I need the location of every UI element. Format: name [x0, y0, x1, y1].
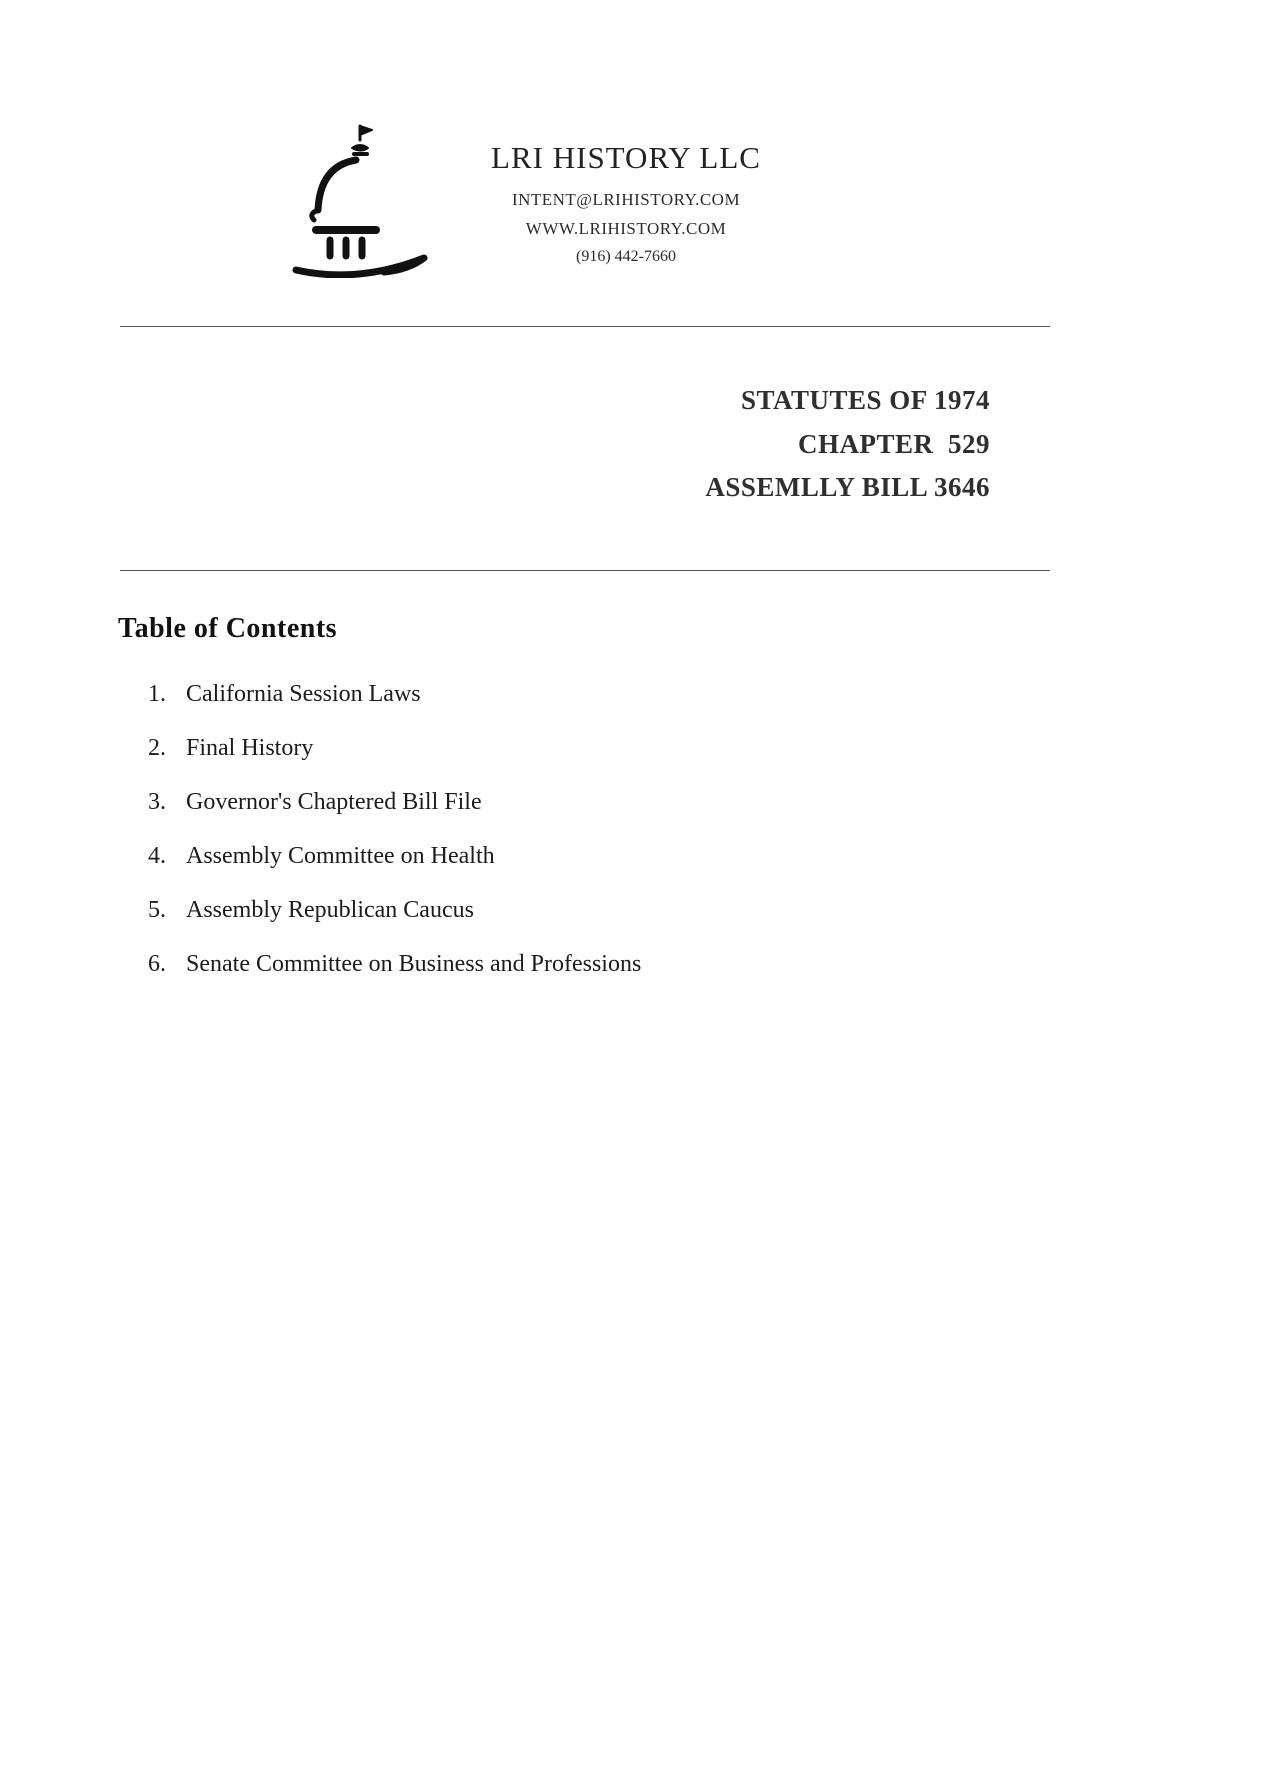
toc-item	[118, 895, 1276, 925]
toc-item-number: 5.	[148, 897, 166, 924]
toc-item-label: Governor's Chaptered Bill File	[186, 789, 482, 816]
toc-item	[118, 841, 1276, 871]
company-name: LRI HISTORY LLC	[491, 140, 761, 175]
toc-item-number: 1.	[148, 681, 166, 708]
capitol-dome-logo-icon	[288, 118, 438, 278]
toc-item-label: Final History	[186, 735, 314, 762]
letterhead-text	[476, 140, 776, 266]
statutes-line: STATUTES OF 1974	[740, 385, 990, 415]
toc-item-label: Assembly Committee on Health	[186, 843, 495, 870]
company-phone: (916) 442-7660	[576, 248, 676, 265]
toc-item-label: Assembly Republican Caucus	[186, 897, 474, 924]
toc-list	[118, 679, 1276, 979]
divider-bottom	[120, 570, 1050, 571]
toc-item	[118, 787, 1276, 817]
company-website: WWW.LRIHISTORY.COM	[525, 219, 727, 238]
toc-item	[118, 733, 1276, 763]
toc-item	[118, 949, 1276, 979]
bill-line: ASSEMLLY BILL 3646	[705, 472, 990, 503]
toc-item-number: 6.	[148, 951, 166, 978]
toc-item	[118, 679, 1276, 709]
table-of-contents	[118, 613, 1276, 979]
toc-item-number: 3.	[148, 789, 166, 816]
letterhead	[288, 118, 1276, 278]
company-email: INTENT@LRIHISTORY.COM	[511, 190, 741, 209]
toc-item-number: 2.	[148, 735, 166, 762]
toc-item-label: California Session Laws	[186, 681, 421, 708]
toc-heading: Table of Contents	[118, 613, 338, 645]
toc-item-number: 4.	[148, 843, 166, 870]
toc-item-label: Senate Committee on Business and Professions	[186, 951, 642, 978]
divider-top	[120, 326, 1050, 327]
statutes-title-block	[0, 379, 990, 510]
chapter-line: CHAPTER 529	[797, 428, 990, 459]
